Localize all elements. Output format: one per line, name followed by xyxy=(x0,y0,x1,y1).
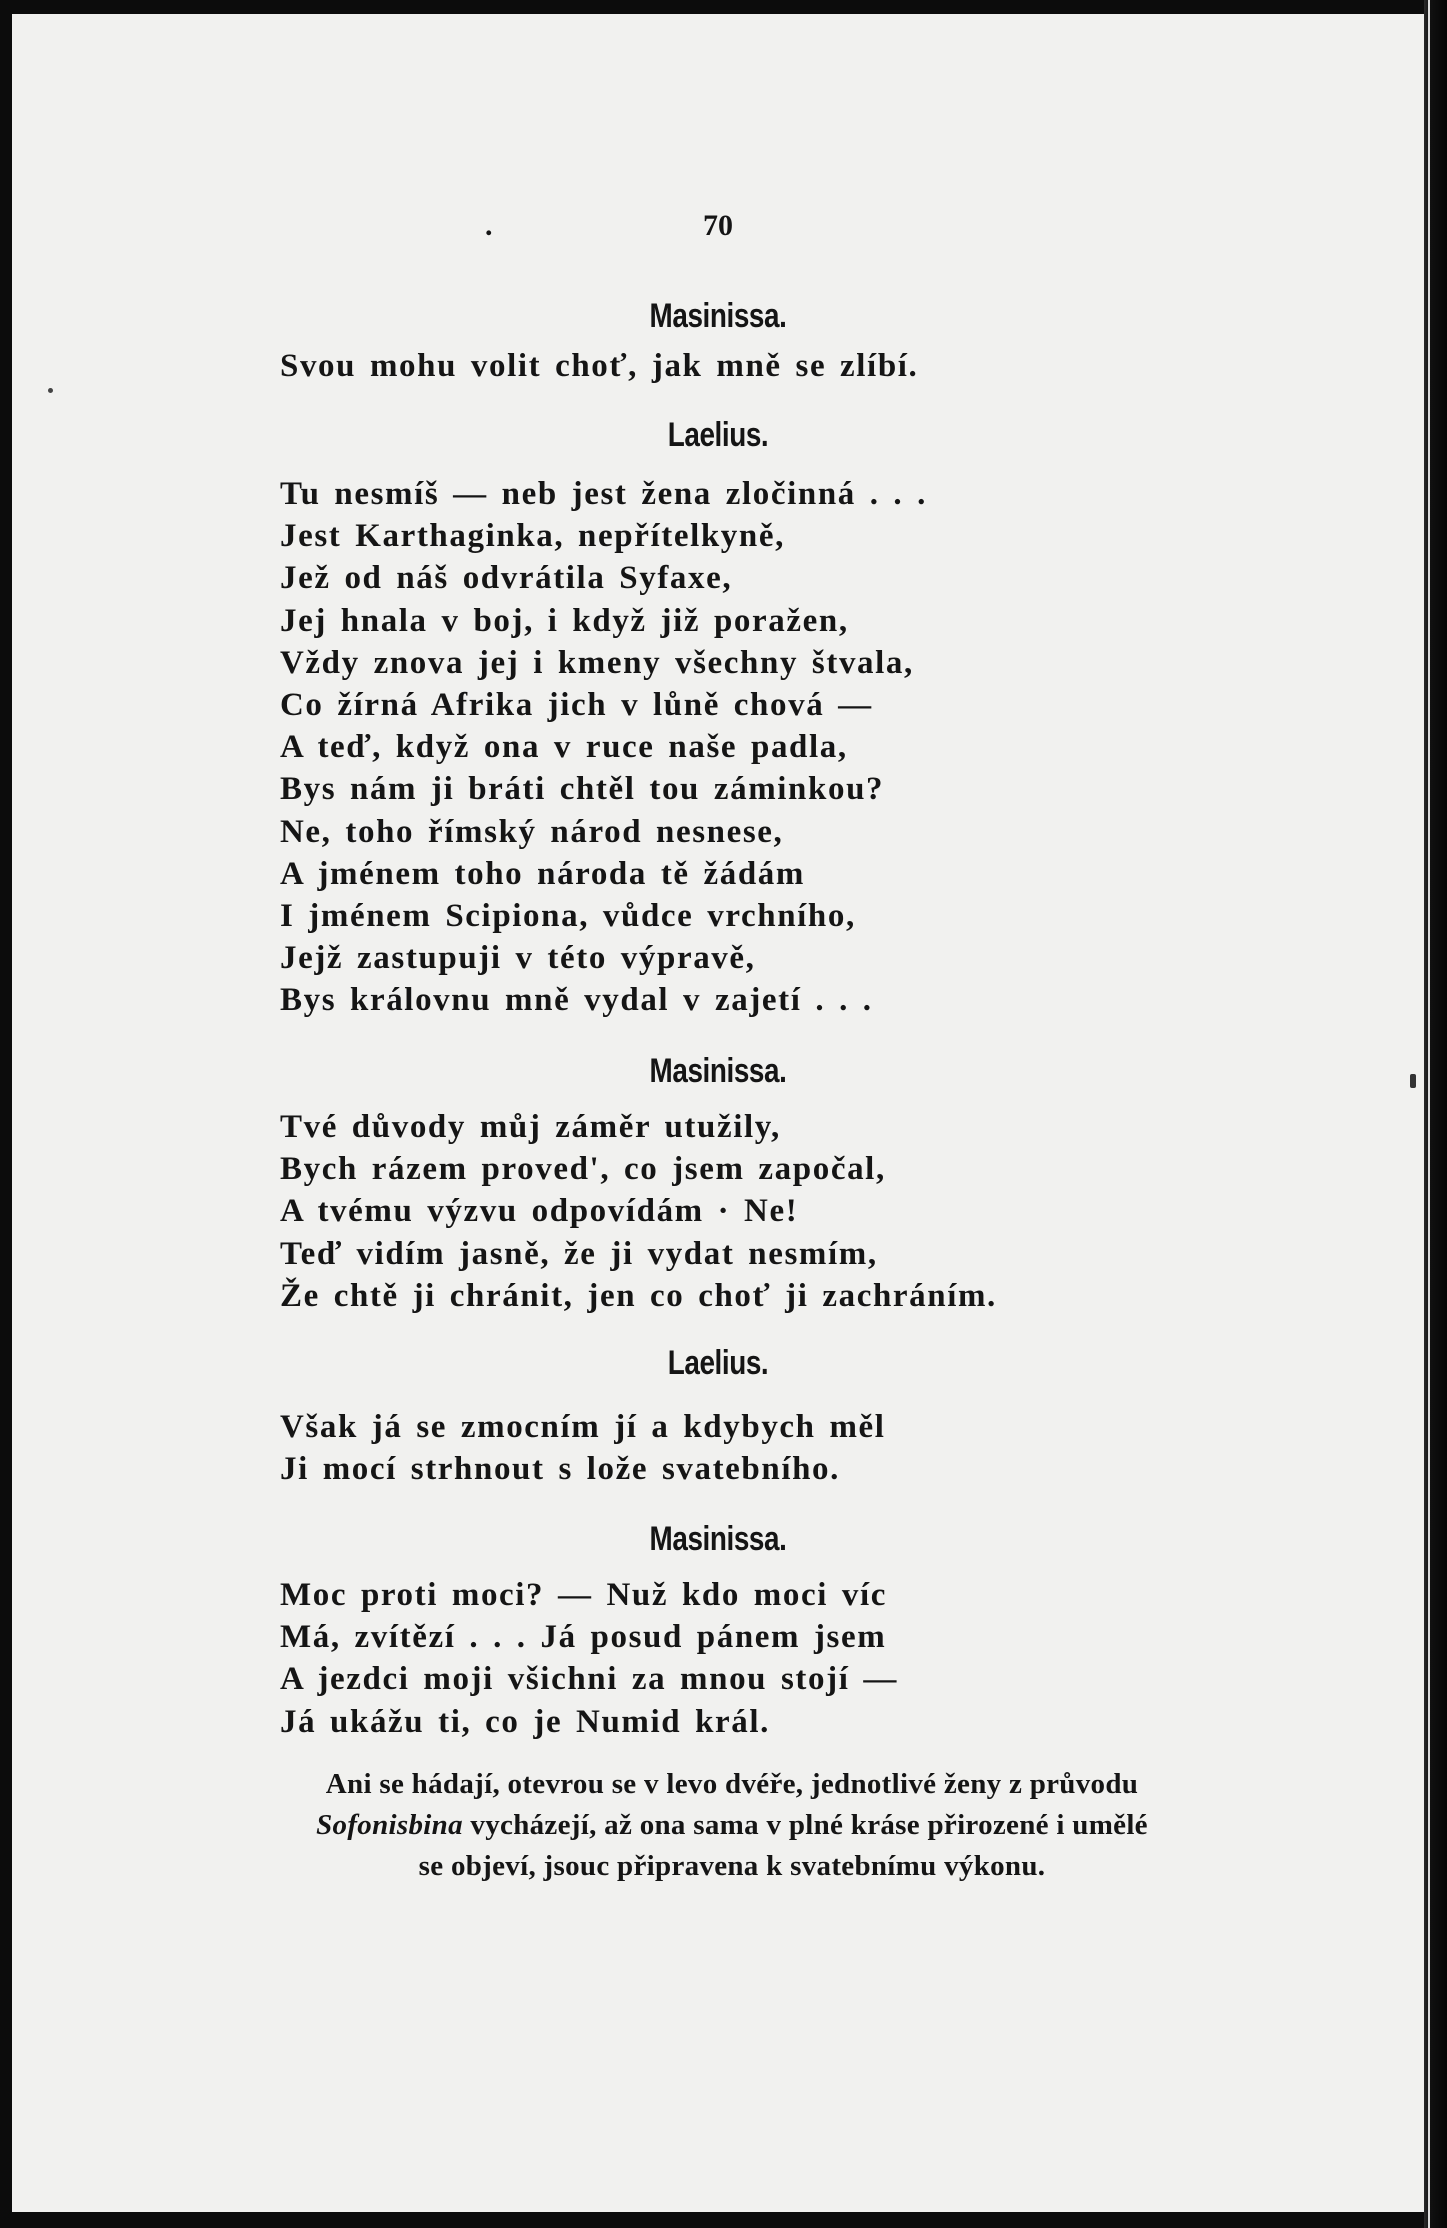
page-edge-line xyxy=(1428,0,1430,2228)
paper-speck xyxy=(1410,1074,1416,1088)
verse-line: Bych rázem proved', co jsem započal, xyxy=(280,1151,886,1188)
verse-block xyxy=(280,345,1280,387)
verse-line: A jezdci moji všichni za mnou stojí — xyxy=(280,1661,898,1698)
verse-line: A jménem toho národa tě žádám xyxy=(280,855,805,892)
stage-direction-line: Ani se hádají, otevrou se v levo dvéře, jednotlivé ženy z průvodu xyxy=(325,1768,1139,1800)
verse-line: Bys nám ji bráti chtěl tou záminkou? xyxy=(280,771,885,808)
verse-line: Bys královnu mně vydal v zajetí . . . xyxy=(280,982,873,1019)
verse-line: Já ukážu ti, co je Numid král. xyxy=(280,1703,771,1740)
verse-line: Ne, toho římský národ nesnese, xyxy=(280,813,784,850)
verse-line: Jest Karthaginka, nepřítelkyně, xyxy=(280,518,785,555)
stage-direction-line: se objeví, jsouc připravena k svatebnímu výkonu. xyxy=(418,1850,1046,1882)
verse-block xyxy=(280,1574,1280,1743)
verse-line: Jej hnala v boj, i když již poražen, xyxy=(280,602,849,639)
page-number xyxy=(12,209,1424,243)
verse-line: I jménem Scipiona, vůdce vrchního, xyxy=(280,898,856,935)
stage-direction xyxy=(207,1764,1257,1887)
speaker-heading: Laelius. xyxy=(667,1344,769,1382)
verse-line: Vždy znova jej i kmeny všechny štvala, xyxy=(280,644,914,681)
speaker-heading: Masinissa. xyxy=(649,1052,787,1090)
verse-line: Však já se zmocním jí a kdybych měl xyxy=(280,1409,886,1445)
verse-line: Jež od náš odvrátila Syfaxe, xyxy=(280,560,733,597)
verse-line: Že chtě ji chránit, jen co choť ji zachráním. xyxy=(280,1277,997,1314)
verse-line: Svou mohu volit choť, jak mně se zlíbí. xyxy=(280,348,919,384)
book-page xyxy=(12,14,1424,2212)
stage-direction-line xyxy=(207,1805,1257,1846)
speaker-heading: Masinissa. xyxy=(649,297,787,335)
verse-line: Má, zvítězí . . . Já posud pánem jsem xyxy=(280,1619,887,1656)
speaker-heading: Laelius. xyxy=(667,416,769,454)
verse-line: Tvé důvody můj záměr utužily, xyxy=(280,1109,781,1145)
verse-line: Ji mocí strhnout s lože svatebního. xyxy=(280,1451,841,1488)
verse-line: Jejž zastupuji v této výpravě, xyxy=(280,940,756,977)
verse-line: Co žírná Afrika jich v lůně chová — xyxy=(280,687,873,724)
paper-speck xyxy=(48,388,53,393)
speaker-heading: Masinissa. xyxy=(649,1520,787,1558)
verse-line: Moc proti moci? — Nuž kdo moci víc xyxy=(280,1577,887,1613)
verse-line: Teď vidím jasně, že ji vydat nesmím, xyxy=(280,1235,878,1272)
verse-line: A tvému výzvu odpovídám · Ne! xyxy=(280,1193,799,1230)
page-number-text: 70 xyxy=(703,209,733,242)
verse-block xyxy=(280,1106,1280,1317)
page-speck: . xyxy=(485,209,493,242)
stage-direction-text: vycházejí, až ona sama v plné kráse přirozené i umělé xyxy=(462,1809,1148,1841)
verse-line: A teď, když ona v ruce naše padla, xyxy=(280,729,848,766)
verse-line: Tu nesmíš — neb jest žena zločinná . . . xyxy=(280,476,927,512)
verse-block xyxy=(280,1406,1280,1490)
character-name-italic: Sofonisbina xyxy=(316,1809,463,1841)
verse-block xyxy=(280,473,1280,1022)
page-content xyxy=(12,14,1424,2212)
